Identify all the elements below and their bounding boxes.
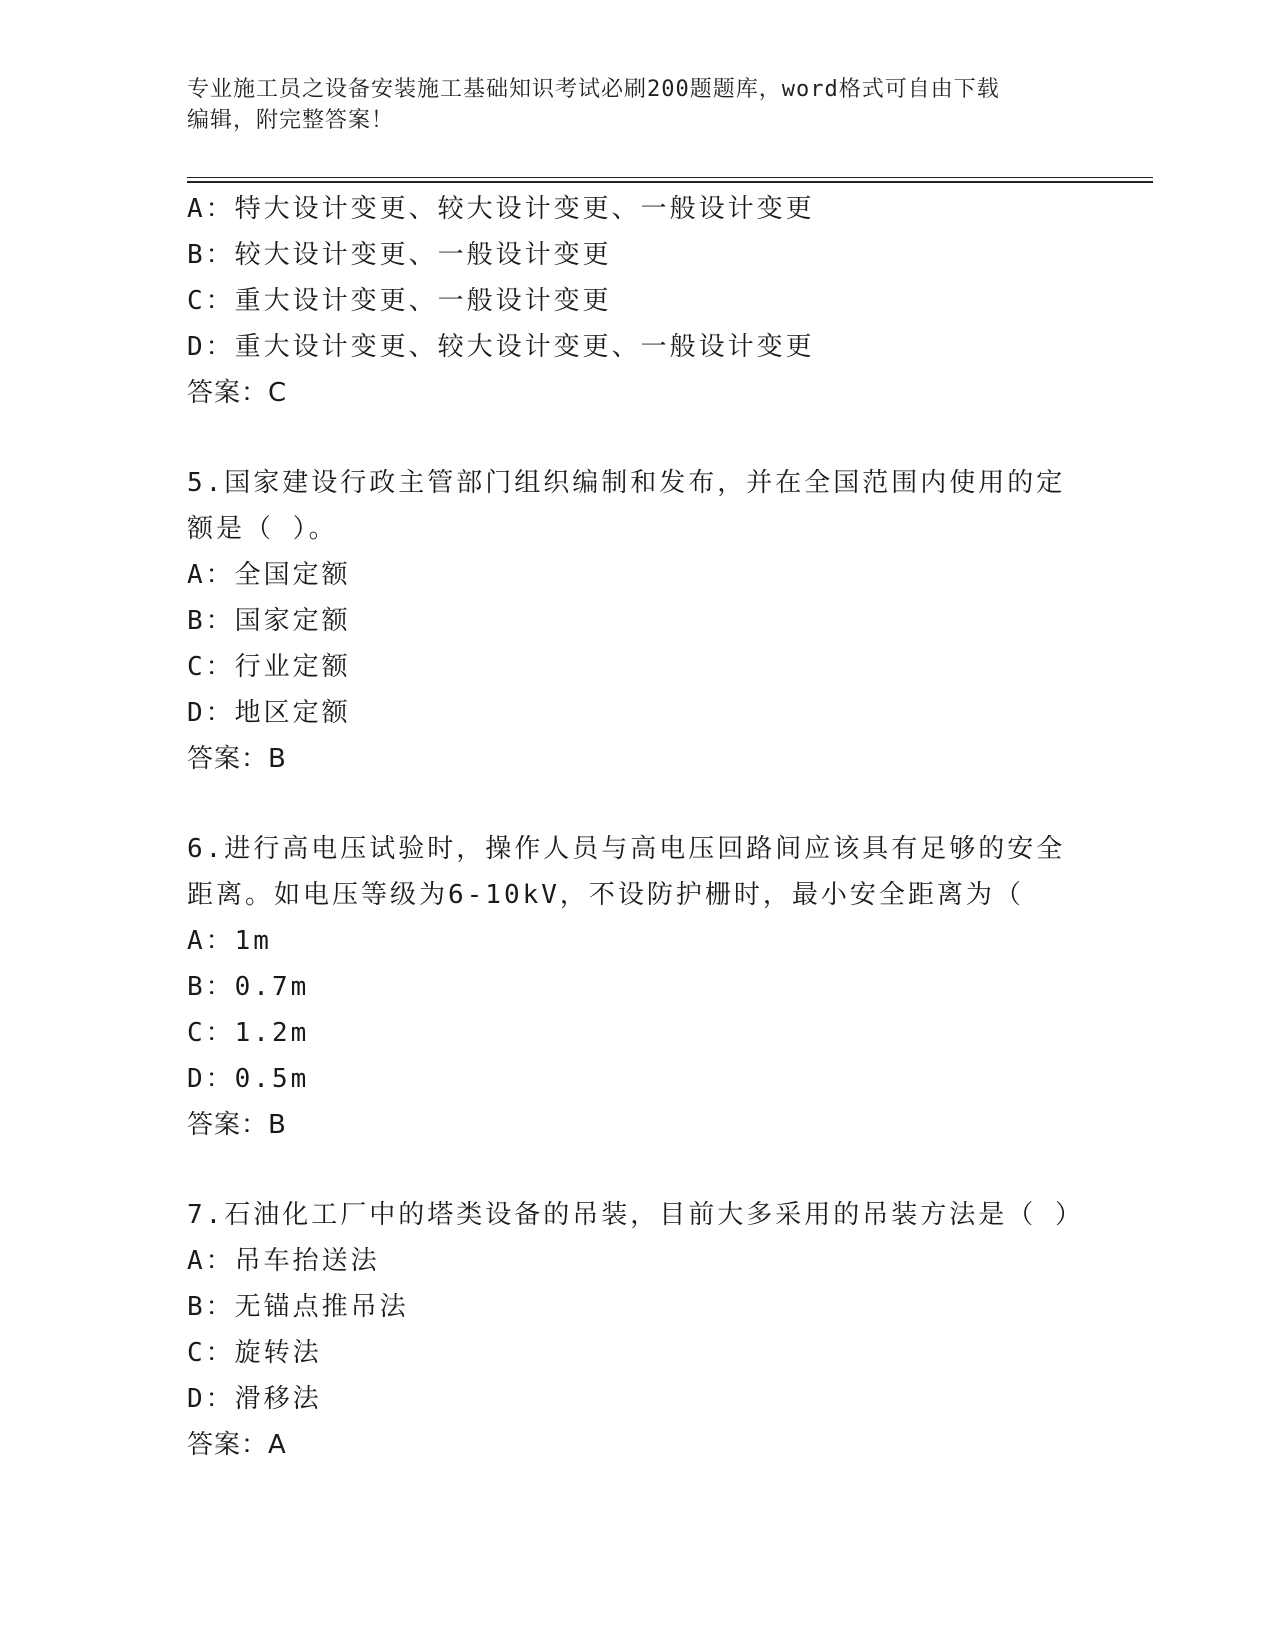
question-list [187,186,1087,1468]
question-stem: 距离。如电压等级为6-10kV，不设防护栅时，最小安全距离为（ [187,880,1024,910]
title-line-1: 专业施工员之设备安装施工基础知识考试必刷200题题库，word格式可自由下载 [187,77,1000,102]
option-b: B：较大设计变更、一般设计变更 [187,240,612,270]
option-c: C：旋转法 [187,1338,322,1368]
option-a: A：1m [187,926,272,956]
option-b: B：0.7m [187,972,310,1002]
option-a: A：特大设计变更、较大设计变更、一般设计变更 [187,194,815,224]
option-c: C：重大设计变更、一般设计变更 [187,286,612,316]
question-7 [187,1192,1087,1468]
header-divider-thick [187,181,1153,183]
spacer [187,416,1087,460]
question-stem: 额是（ ）。 [187,514,338,544]
question-6 [187,826,1087,1148]
answer: 答案：C [187,378,288,408]
document-title [187,74,1067,136]
title-line-2: 编辑，附完整答案！ [187,108,395,133]
option-c: C：行业定额 [187,652,351,682]
option-a: A：全国定额 [187,560,351,590]
question-4 [187,186,1087,416]
header-divider-thin [187,177,1153,178]
answer: 答案：A [187,1430,287,1460]
question-stem: 6.进行高电压试验时，操作人员与高电压回路间应该具有足够的安全 [187,834,1066,864]
answer: 答案：B [187,744,287,774]
option-a: A：吊车抬送法 [187,1246,380,1276]
option-b: B：国家定额 [187,606,351,636]
option-b: B：无锚点推吊法 [187,1292,409,1322]
option-d: D：0.5m [187,1064,310,1094]
answer: 答案：B [187,1110,287,1140]
question-stem: 7.石油化工厂中的塔类设备的吊装，目前大多采用的吊装方法是（ ） [187,1200,1084,1230]
question-stem: 5.国家建设行政主管部门组织编制和发布，并在全国范围内使用的定 [187,468,1066,498]
option-d: D：滑移法 [187,1384,322,1414]
spacer [187,1148,1087,1192]
spacer [187,782,1087,826]
question-5 [187,460,1087,782]
option-d: D：重大设计变更、较大设计变更、一般设计变更 [187,332,815,362]
option-c: C：1.2m [187,1018,310,1048]
option-d: D：地区定额 [187,698,351,728]
